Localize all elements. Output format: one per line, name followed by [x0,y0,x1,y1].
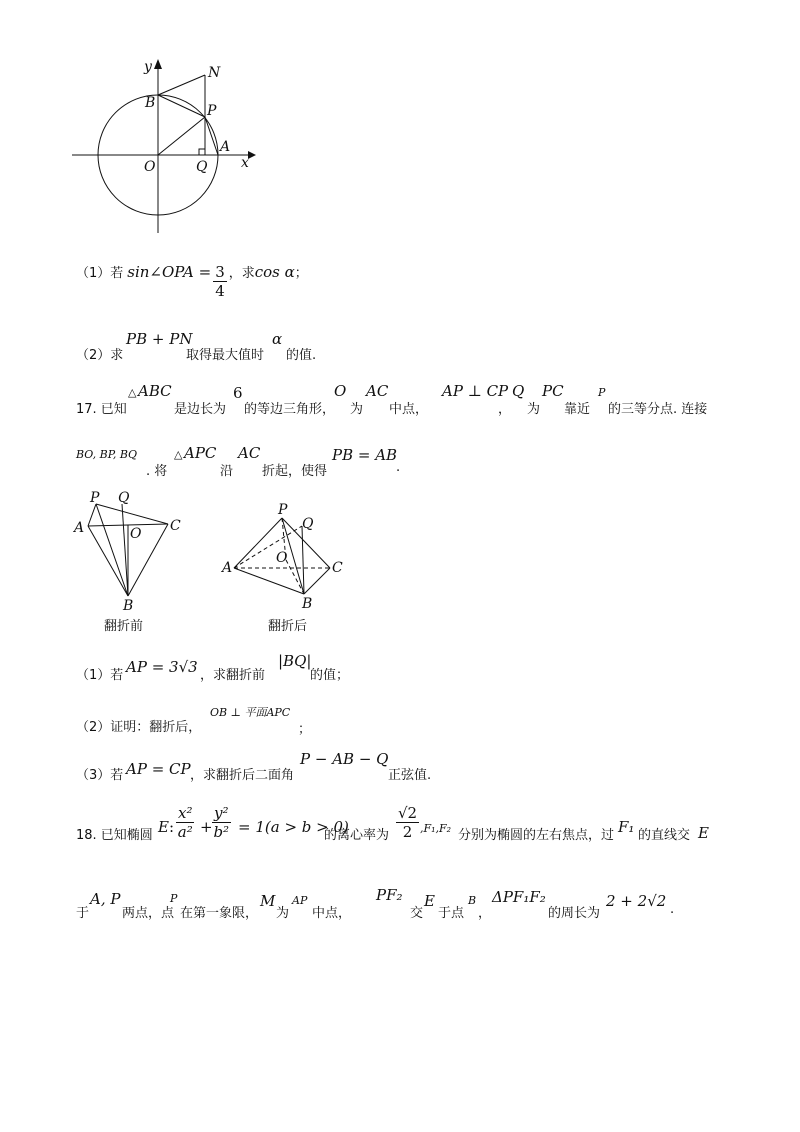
fraction-sqrt2-2: $\frac{√2}{2}$ [398,804,418,841]
fig2-after-label-O: O [276,550,288,566]
fraction-3-4: $\frac{3}{4}$ [215,263,225,300]
fig2-after-label-P: P [278,502,288,518]
figure-circle-diagram [60,55,270,240]
fig1-label-Q: Q [196,159,208,175]
p17-q1: （1）若 AP = 3√3 ，求翻折前 |BQ| 的值； [76,652,350,683]
fig2-before-label-P: P [90,490,100,506]
p18-line1: 18. 已知椭圆 E : $\frac{\text{x²}}{\text{a²}}$ + $\frac{\text{y²}}{\text{b²}}$ = 1(a > b > 0) 的离心率为 $\frac{√2}{2}$ ,F₁,F₂ 分别为椭圆的左右焦点，过 F₁ 的直线交 E [76,804,709,843]
fig1-label-B: B [145,95,156,111]
caption-after-fold: 翻折后 [268,619,308,634]
fig1-label-N: N [208,65,221,81]
fig2-after-label-A: A [222,560,233,576]
fig2-before-label-A: A [74,520,85,536]
fig1-label-x: x [241,155,249,171]
fig1-label-y: y [144,59,152,75]
fraction-y2-b2: $\frac{\text{y²}}{\text{b²}}$ [213,804,230,841]
p17-q3: （3）若 AP = CP ，求翻折后二面角 P − AB − Q 正弦值. [76,750,432,783]
p17-line1: 17. 已知 △ ABC 是边长为 6 的等边三角形， O 为 AC 中点， AP ⊥ CP ， Q 为 PC 靠近 P 的三等分点. 连接 [76,382,708,417]
caption-before-fold: 翻折前 [104,619,144,634]
p17-line2: BO, BP, BQ . 将 △ APC 沿 AC 折起，使得 PB = AB . [76,444,401,479]
figure-fold-diagrams [66,488,366,636]
fig1-label-P: P [207,103,217,119]
p16-q2: （2）求 PB + PN 取得最大值时 α 的值. [76,330,317,363]
fraction-x2-a2: $\frac{\text{x²}}{\text{a²}}$ [177,804,193,841]
fig2-before-label-Q: Q [118,490,130,506]
fig2-before-label-C: C [170,518,181,534]
fig-before-fold [72,490,181,634]
fig2-after-label-B: B [302,596,313,612]
fig2-before-label-B: B [123,598,134,614]
fig-after-fold [220,502,343,634]
fig2-after-label-C: C [332,560,343,576]
fig2-before-label-O: O [130,526,142,542]
p16-q1: （1）若 sin∠OPA = $\frac{3}{4}$ ，求 cos α ； [76,263,308,300]
fig1-label-O: O [144,159,156,175]
p17-q2: （2）证明：翻折后， OB ⊥ 平面APC ； [76,706,312,737]
fig1-label-A: A [220,139,231,155]
fig2-after-label-Q: Q [302,516,314,532]
p18-line2: 于 A, P 两点，点 P 在第一象限， M 为 AP 中点， PF₂ 交 E 于点 B ， ΔPF₁F₂ 的周长为 2 + 2√2 . [76,886,675,921]
